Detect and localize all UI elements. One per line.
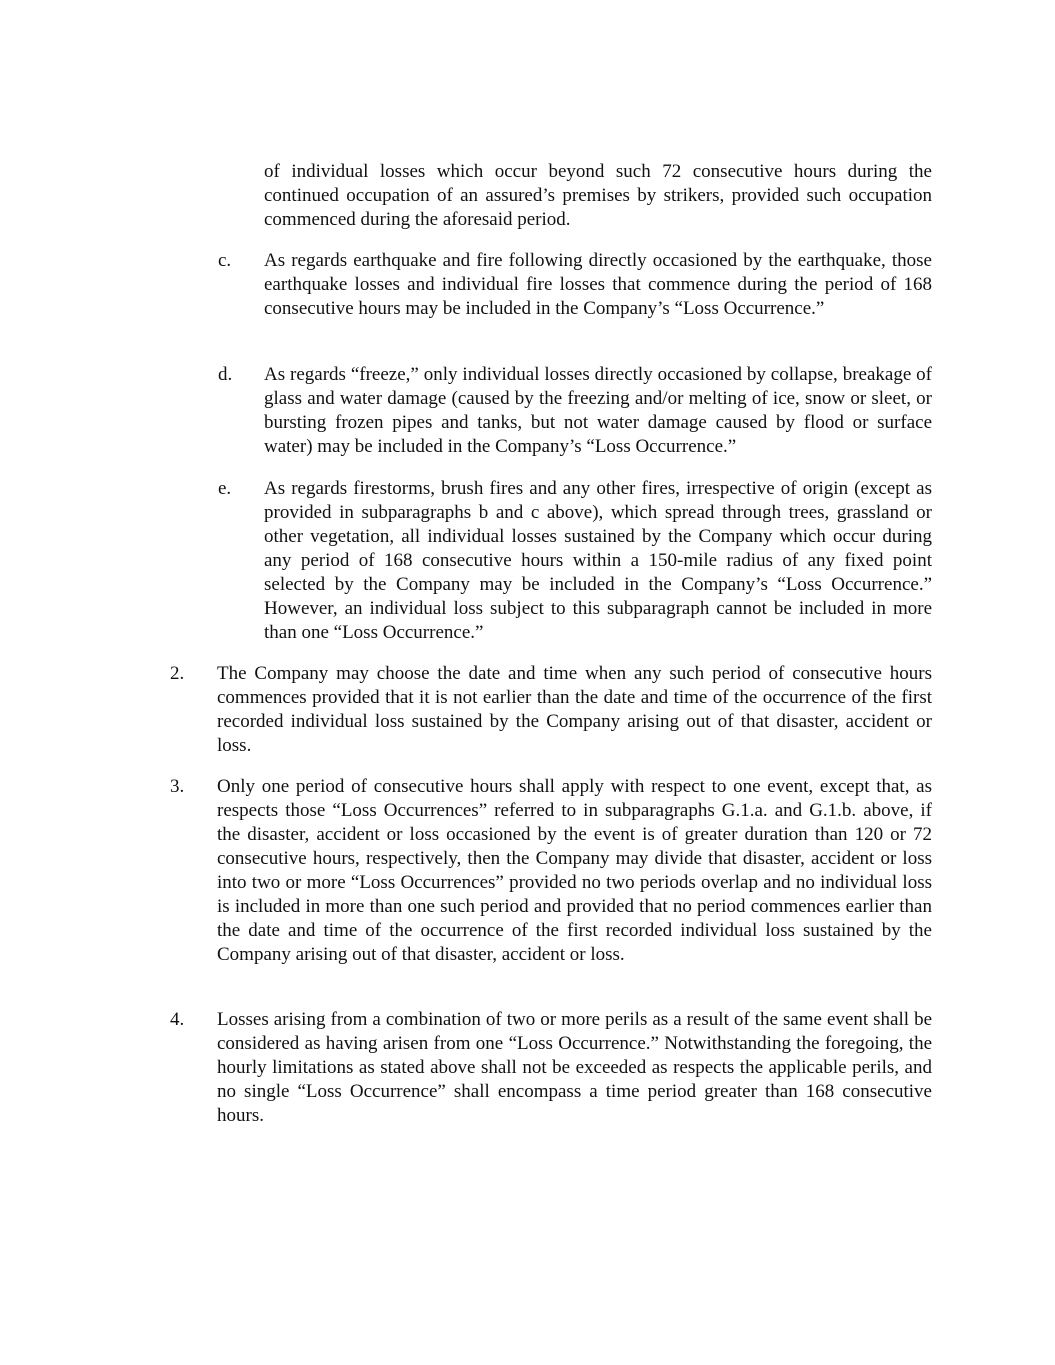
subparagraph-e-marker: e.: [218, 478, 232, 499]
subparagraph-d-marker: d.: [218, 364, 233, 385]
paragraph-4-marker: 4.: [170, 1009, 185, 1030]
subparagraph-e-text: As regards firestorms, brush fires and any other fires, irrespective of origin (except as provided in subparagraphs b and c above), which spread through trees, grassland or other vegetation, all individual losses sustained by the Company which occur during any period of 168 consecutive hours within a 150-mile radius of any fixed point selected by the Company may be included in the Company’s “Loss Occurrence.” However, an individual loss subject to this subparagraph cannot be included in more than one “Loss Occurrence.”: [264, 478, 932, 643]
subparagraph-c-text: As regards earthquake and fire following directly occasioned by the earthquake, those earthquake losses and individual fire losses that commence during the period of 168 consecutive hours may be included in the Company’s “Loss Occurrence.”: [264, 250, 932, 319]
paragraph-4-text: Losses arising from a combination of two or more perils as a result of the same event shall be considered as having arisen from one “Loss Occurrence.” Notwithstanding the foregoing, the hourly limitations as stated above shall not be exceeded as respects the applicable perils, and no single “Loss Occurrence” shall encompass a time period greater than 168 consecutive hours.: [217, 1009, 932, 1126]
subparagraph-c-marker: c.: [218, 250, 232, 271]
paragraph-3-marker: 3.: [170, 776, 185, 797]
subparagraph-d-text: As regards “freeze,” only individual losses directly occasioned by collapse, breakage of glass and water damage (caused by the freezing and/or melting of ice, snow or sleet, or bursting frozen pipes and tanks, but not water damage caused by flood or surface water) may be included in the Company’s “Loss Occurrence.”: [264, 364, 932, 457]
paragraph-2-text: The Company may choose the date and time when any such period of consecutive hours commences provided that it is not earlier than the date and time of the occurrence of the first recorded individual loss sustained by the Company arising out of that disaster, accident or loss.: [217, 663, 932, 756]
continuation-text: of individual losses which occur beyond such 72 consecutive hours during the continued occupation of an assured’s premises by strikers, provided such occupation commenced during the aforesaid period.: [264, 161, 932, 230]
paragraph-2-marker: 2.: [170, 663, 185, 684]
paragraph-3-text: Only one period of consecutive hours shall apply with respect to one event, except that, as respects those “Loss Occurrences” referred to in subparagraphs G.1.a. and G.1.b. above, if the disaster, accident or loss occasioned by the event is of greater duration than 120 or 72 consecutive hours, respectively, then the Company may divide that disaster, accident or loss into two or more “Loss Occurrences” provided no two periods overlap and no individual loss is included in more than one such period and provided that no period commences earlier than the date and time of the occurrence of the first recorded individual loss sustained by the Company arising out of that disaster, accident or loss.: [217, 776, 932, 965]
